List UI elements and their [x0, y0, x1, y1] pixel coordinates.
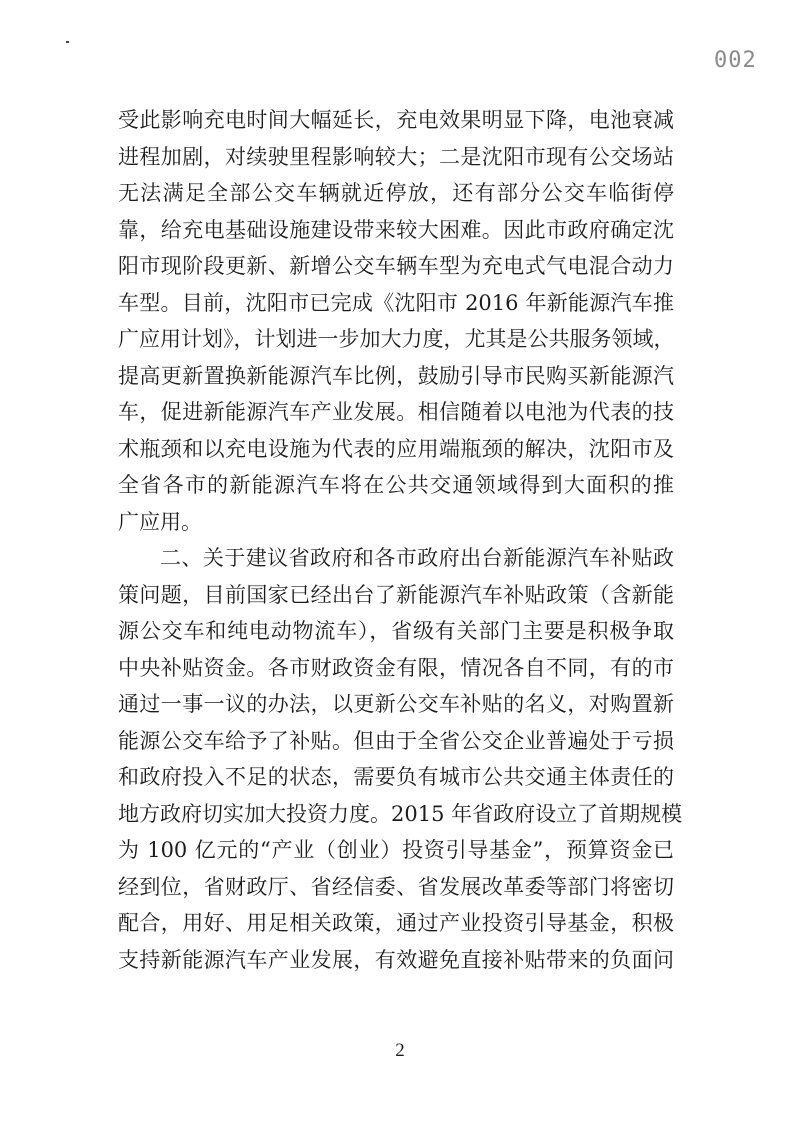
text-line: 源公交车和纯电动物流车），省级有关部门主要是积极争取 — [118, 619, 674, 643]
page-stamp-number: 002 — [714, 48, 757, 73]
text-line: 和政府投入不足的状态，需要负有城市公共交通主体责任的 — [118, 765, 674, 789]
text-line: 中央补贴资金。各市财政资金有限，情况各自不同，有的市 — [118, 655, 674, 680]
text-line: 能源公交车给予了补贴。但由于全省公交企业普遍处于亏损 — [118, 728, 674, 753]
text-line: 车，促进新能源汽车产业发展。相信随着以电池为代表的技 — [118, 400, 674, 424]
paragraph-1 — [118, 102, 674, 540]
text-line: 通过一事一议的办法，以更新公交车补贴的名义，对购置新 — [118, 692, 674, 716]
text-line: 靠，给充电基础设施建设带来较大困难。因此市政府确定沈 — [118, 217, 674, 242]
text-line: 受此影响充电时间大幅延长，充电效果明显下降，电池衰减 — [118, 108, 674, 132]
text-line: 进程加剧，对续驶里程影响较大；二是沈阳市现有公交场站 — [118, 144, 674, 169]
text-line: 地方政府切实加大投资力度。2015 年省政府设立了首期规模 — [118, 801, 683, 826]
page-number: 2 — [395, 1040, 405, 1061]
text-line: 全省各市的新能源汽车将在公共交通领域得到大面积的推 — [118, 473, 674, 497]
text-line: 配合，用好、用足相关政策，通过产业投资引导基金，积极 — [118, 911, 674, 935]
text-line: 经到位，省财政厅、省经信委、省发展改革委等部门将密切 — [118, 874, 674, 899]
scan-speck — [66, 41, 69, 43]
text-line: 广应用计划》，计划进一步加大力度，尤其是公共服务领域， — [118, 327, 675, 351]
text-line: 无法满足全部公交车辆就近停放，还有部分公交车临街停 — [118, 181, 674, 205]
document-body — [118, 102, 683, 978]
text-line: 为 100 亿元的“产业（创业）投资引导基金”，预算资金已 — [118, 838, 674, 862]
text-line: 车型。目前，沈阳市已完成《沈阳市 2016 年新能源汽车推 — [118, 290, 674, 315]
paragraph-2 — [118, 540, 683, 978]
text-line: 术瓶颈和以充电设施为代表的应用端瓶颈的解决，沈阳市及 — [118, 436, 674, 461]
text-line: 支持新能源汽车产业发展，有效避免直接补贴带来的负面问 — [118, 947, 674, 972]
text-line: 提高更新置换新能源汽车比例，鼓励引导市民购买新能源汽 — [118, 363, 674, 388]
text-line: 阳市现阶段更新、新增公交车辆车型为充电式气电混合动力 — [118, 254, 674, 278]
text-line: 策问题，目前国家已经出台了新能源汽车补贴政策（含新能 — [118, 582, 674, 607]
text-line: 二、关于建议省政府和各市政府出台新能源汽车补贴政 — [160, 546, 674, 570]
text-line: 广应用。 — [118, 509, 202, 534]
